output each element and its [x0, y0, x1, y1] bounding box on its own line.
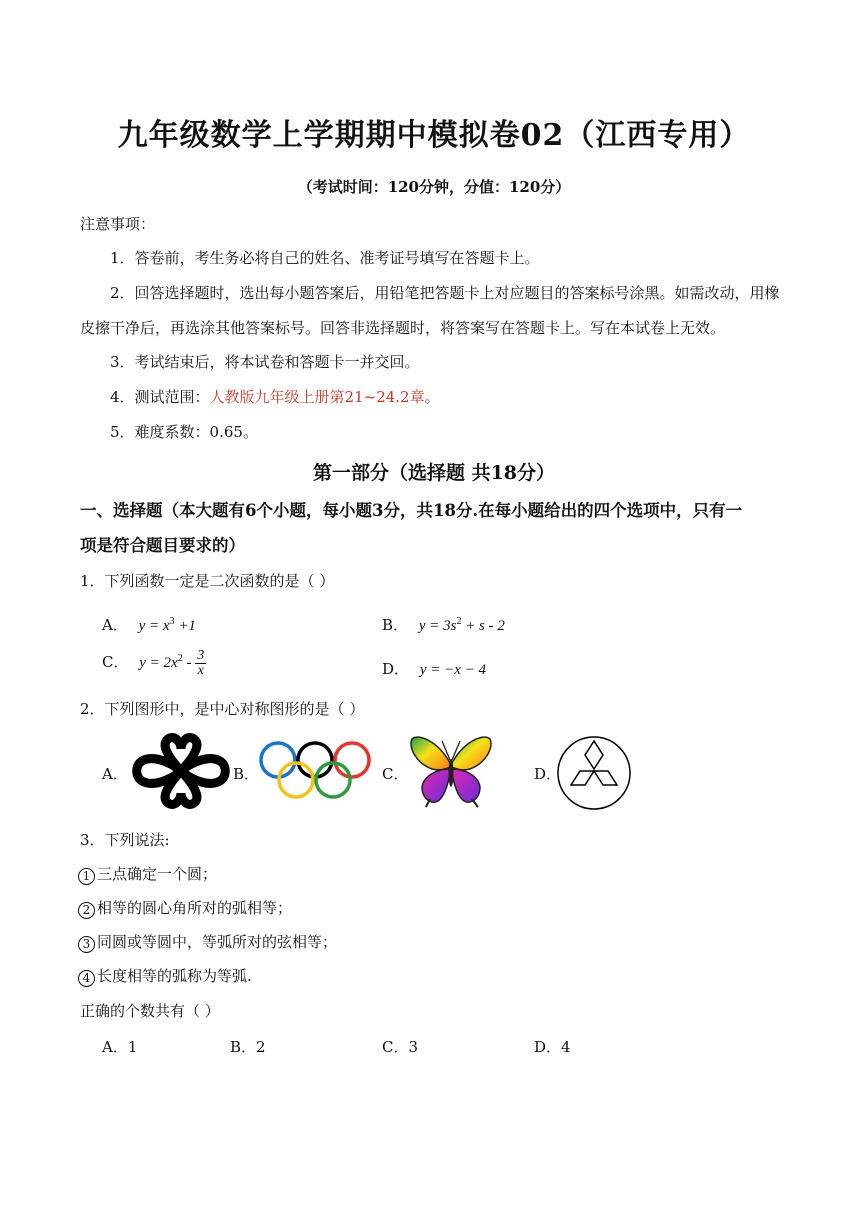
- q1-c-formula: $y = 2x^2$ - $\frac{3}{x}$: [139, 648, 205, 679]
- note-item-5: 5．难度系数：0.65。: [110, 423, 258, 441]
- q1-option-d: [382, 660, 486, 679]
- q1-option-a: [102, 613, 196, 635]
- note-item-2: 2．回答选择题时，选出每小题答案后，用铅笔把答题卡上对应题目的答案标号涂黑。如需改动，用橡: [110, 284, 780, 302]
- q3-option-c: C．3: [382, 1038, 419, 1056]
- q3-statement-2: 2 相等的圆心角所对的弧相等；: [78, 899, 292, 919]
- q3-question: 正确的个数共有（ ）: [80, 1002, 220, 1020]
- notes-heading: 注意事项：: [80, 215, 156, 233]
- q1-d-formula: y = −x − 4: [419, 662, 486, 678]
- q2-stem: 2．下列图形中，是中心对称图形的是（ ）: [80, 700, 365, 718]
- section-instructions-2: 项是符合题目要求的）: [80, 536, 245, 555]
- circled-number: 2: [78, 902, 95, 919]
- section-heading: 第一部分（选择题 共18分）: [312, 462, 556, 484]
- circled-number: 3: [78, 936, 95, 953]
- q3-option-b: B．2: [230, 1038, 266, 1056]
- q3-statement-1: 1 三点确定一个圆；: [78, 865, 217, 885]
- china-unicom-knot-figure: [130, 733, 232, 809]
- q3-option-d: D．4: [534, 1038, 571, 1056]
- mitsubishi-circle-figure: [556, 735, 632, 811]
- exam-info: （考试时间：120分钟，分值：120分）: [297, 178, 571, 196]
- note-item-4-label: 4．测试范围：: [110, 388, 210, 406]
- q3-stem: 3．下列说法:: [80, 831, 170, 849]
- q1-c-fraction: $\frac{3}{x}$: [197, 648, 205, 679]
- page-title: 九年级数学上学期期中模拟卷02（江西专用）: [117, 118, 751, 153]
- q2-b-label: B．: [233, 765, 260, 783]
- q1-b-label: B．: [382, 616, 409, 634]
- q3-option-a: A．1: [102, 1038, 138, 1056]
- q1-option-c: [102, 649, 206, 678]
- circled-number: 1: [78, 868, 95, 885]
- q1-a-label: A．: [102, 616, 128, 634]
- q3-statement-3: 3 同圆或等圆中，等弧所对的弦相等；: [78, 933, 337, 953]
- q1-option-b: [382, 613, 505, 635]
- circled-number: 4: [78, 970, 95, 987]
- q1-a-formula: $y = x^3 +1$: [138, 616, 196, 634]
- olympic-rings-figure: [256, 740, 374, 802]
- q1-c-label: C．: [102, 653, 129, 671]
- q3-statement-4: 4 长度相等的弧称为等弧.: [78, 967, 252, 987]
- section-instructions-1: 一、选择题（本大题有6个小题，每小题3分，共18分.在每小题给出的四个选项中，只有一: [80, 501, 743, 520]
- test-scope: 人教版九年级上册第21~24.2章: [209, 388, 425, 406]
- note-item-1: 1．答卷前，考生务必将自己的姓名、准考证号填写在答题卡上。: [110, 249, 540, 267]
- note-item-2-cont: 皮擦干净后，再选涂其他答案标号。回答非选择题时，将答案写在答题卡上。写在本试卷上无效。: [80, 319, 726, 337]
- q2-c-label: C．: [382, 765, 409, 783]
- q2-a-label: A．: [102, 765, 128, 783]
- note-item-4-end: 。: [424, 388, 440, 406]
- q2-d-label: D．: [534, 765, 562, 783]
- butterfly-figure: [408, 733, 494, 809]
- q1-stem: 1．下列函数一定是二次函数的是（ ）: [80, 572, 335, 590]
- q1-b-formula: $y = 3s^2 + s - 2$: [418, 616, 505, 634]
- note-item-3: 3．考试结束后，将本试卷和答题卡一并交回。: [110, 353, 420, 371]
- q1-d-label: D．: [382, 660, 410, 678]
- note-item-4: [110, 388, 440, 406]
